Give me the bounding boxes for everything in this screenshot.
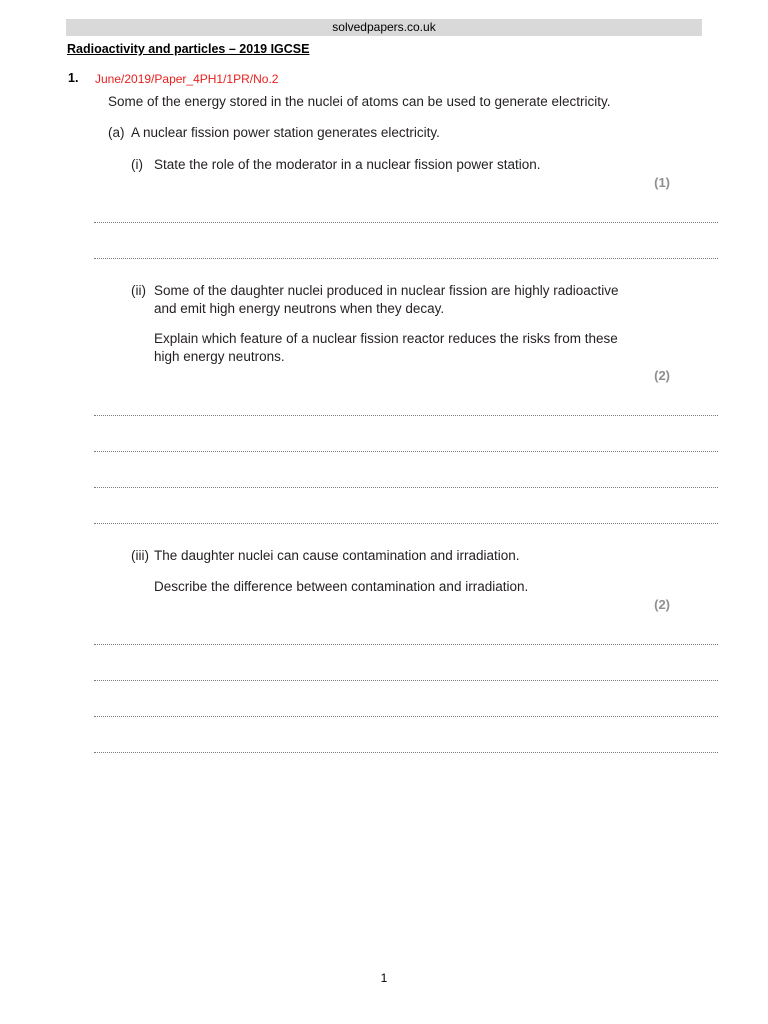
part-a-i-text: State the role of the moderator in a nuclear fission power station. xyxy=(154,157,541,172)
site-name: solvedpapers.co.uk xyxy=(332,20,436,34)
part-a-iii-label: (iii) xyxy=(131,548,149,563)
part-a-text: A nuclear fission power station generates electricity. xyxy=(131,125,440,140)
answer-line xyxy=(94,752,718,753)
answer-line xyxy=(94,415,718,416)
part-a-ii-line1: Some of the daughter nuclei produced in nuclear fission are highly radioactive xyxy=(154,283,619,298)
part-a-ii-label: (ii) xyxy=(131,283,146,298)
answer-line xyxy=(94,451,718,452)
part-a-ii-marks: (2) xyxy=(654,368,670,383)
answer-line xyxy=(94,222,718,223)
part-a-ii-line4: high energy neutrons. xyxy=(154,349,285,364)
part-a-i-label: (i) xyxy=(131,157,143,172)
part-a-ii-line2: and emit high energy neutrons when they decay. xyxy=(154,301,445,316)
part-a-iii-line1: The daughter nuclei can cause contamination and irradiation. xyxy=(154,548,520,563)
question-number: 1. xyxy=(68,71,79,85)
answer-line xyxy=(94,487,718,488)
answer-line xyxy=(94,258,718,259)
part-a-label: (a) xyxy=(108,125,125,140)
part-a-iii-marks: (2) xyxy=(654,597,670,612)
answer-line xyxy=(94,523,718,524)
answer-line xyxy=(94,644,718,645)
answer-line xyxy=(94,680,718,681)
question-intro: Some of the energy stored in the nuclei of atoms can be used to generate electricity. xyxy=(108,94,611,109)
question-source: June/2019/Paper_4PH1/1PR/No.2 xyxy=(95,72,279,86)
document-title: Radioactivity and particles – 2019 IGCSE xyxy=(67,42,310,56)
part-a-i-marks: (1) xyxy=(654,175,670,190)
site-header-bar xyxy=(66,19,702,36)
answer-line xyxy=(94,716,718,717)
page-number: 1 xyxy=(380,971,388,985)
part-a-ii-line3: Explain which feature of a nuclear fission reactor reduces the risks from these xyxy=(154,331,618,346)
part-a-iii-line2: Describe the difference between contamination and irradiation. xyxy=(154,579,529,594)
